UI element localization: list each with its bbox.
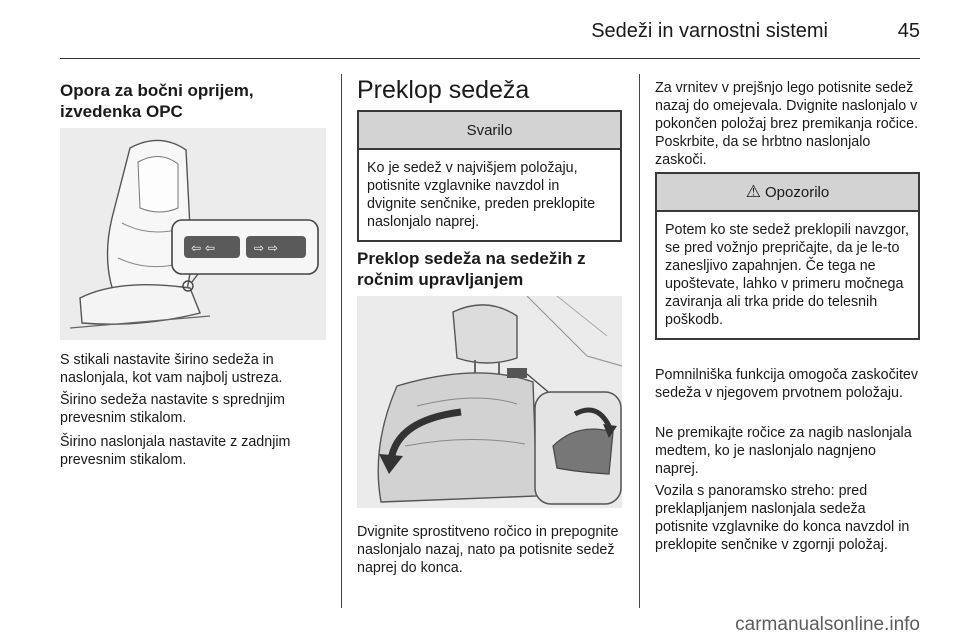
paragraph-adjust-width: S stikali nastavite širino sedeža in naslonjala, kot vam najbolj ustreza. — [60, 352, 283, 386]
paragraph-return-seat: Za vrnitev v prejšnjo lego potisnite sedež nazaj do omejevala. Dvignite naslonjalo v pokončen položaj brez premikanja ročice. Poskrbite, da se hrbtno naslonjalo zaskoči. — [655, 80, 919, 168]
paragraph-do-not-move-lever: Ne premikajte ročice za nagib naslonjala medtem, ko je naslonjalo nagnjeno naprej. — [655, 425, 912, 477]
column-divider-1 — [341, 74, 342, 608]
paragraph-memory-function: Pomnilniška funkcija omogoča zaskočitev sedeža v njegovem prvotnem položaju. — [655, 367, 919, 401]
svg-text:⇦ ⇦: ⇦ ⇦ — [191, 241, 215, 255]
watermark-text: carmanualsonline.info — [735, 614, 920, 635]
seat-switch-drawing — [60, 128, 326, 340]
running-header-title: Sedeži in varnostni sistemi — [591, 20, 828, 42]
header-rule — [60, 58, 920, 59]
column-divider-2 — [639, 74, 640, 608]
seat-fold-drawing — [357, 296, 622, 508]
paragraph-backrest-width-rear-switch: Širino naslonjala nastavite z zadnjim prevesnim stikalom. — [60, 434, 291, 468]
paragraph-fold-instruction: Dvignite sprostitveno ročico in prepognite naslonjalo nazaj, nato pa potisnite sedež naprej do konca. — [357, 524, 619, 576]
caution-box — [357, 110, 622, 242]
seat-fold-illustration — [357, 296, 622, 508]
seat-switch-illustration — [60, 128, 326, 340]
paragraph-panoramic-roof: Vozila s panoramsko streho: pred preklapljanjem naslonjala sedeža potisnite vzglavnike do konca navzdol in preklopite senčnike v zgornji položaj. — [655, 483, 910, 553]
warning-title: Opozorilo — [765, 183, 830, 201]
section-heading-opc-bolster: Opora za bočni oprijem, izvedenka OPC — [60, 81, 254, 121]
svg-text:⇨ ⇨: ⇨ ⇨ — [254, 241, 278, 255]
paragraph-seat-width-front-switch: Širino sedeža nastavite s sprednjim prevesnim stikalom. — [60, 392, 285, 426]
warning-box — [655, 172, 920, 340]
subheading-manual-seats: Preklop sedeža na sedežih z ročnim upravljanjem — [357, 249, 586, 289]
page-number: 45 — [897, 20, 920, 42]
warning-header — [657, 174, 918, 212]
caution-title: Svarilo — [359, 112, 620, 150]
caution-body: Ko je sedež v najvišjem položaju, potisnite vzglavnike navzdol in dvignite senčnike, preden preklopite naslonjalo naprej. — [367, 160, 596, 230]
warning-triangle-icon: ⚠ — [745, 182, 762, 201]
warning-body: Potem ko ste sedež preklopili navzgor, se pred vožnjo prepričajte, da je le-to zanesljivo zapahnjen. Če tega ne upoštevate, lahko v primeru močnega zaviranja ali trka pride do telesnih poškodb. — [665, 222, 909, 328]
section-heading-fold-seat: Preklop sedeža — [357, 76, 530, 104]
